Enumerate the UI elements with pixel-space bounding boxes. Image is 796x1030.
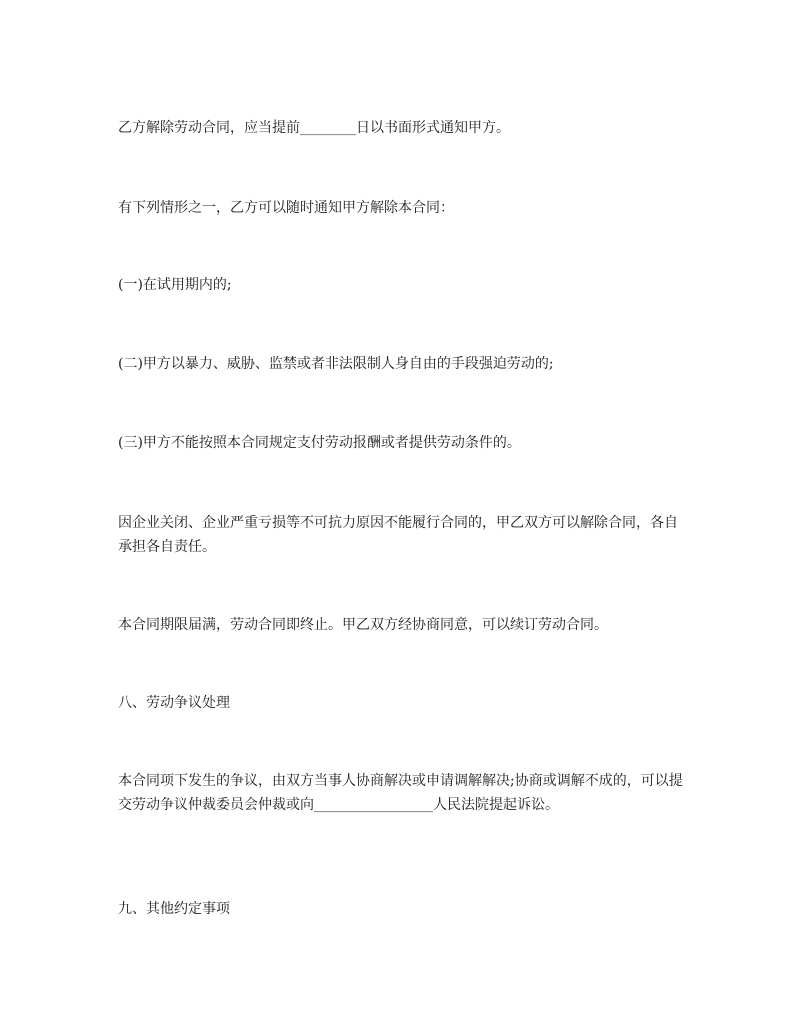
paragraph-immediate-termination-intro: 有下列情形之一，乙方可以随时通知甲方解除本合同： xyxy=(118,200,454,216)
paragraph-force-majeure: 因企业关闭、企业严重亏损等不可抗力原因不能履行合同的，甲乙双方可以解除合同，各自承担各自责任。 xyxy=(118,515,678,555)
section-heading-labor-dispute: 八、劳动争议处理 xyxy=(118,695,230,711)
paragraph-item-forced-labor: (二)甲方以暴力、威胁、监禁或者非法限制人身自由的手段强迫劳动的; xyxy=(118,356,554,372)
paragraph-item-probation: (一)在试用期内的; xyxy=(118,277,232,293)
paragraph-contract-expiry: 本合同期限届满，劳动合同即终止。甲乙双方经协商同意，可以续订劳动合同。 xyxy=(118,617,608,633)
paragraph-dispute-resolution: 本合同项下发生的争议，由双方当事人协商解决或申请调解解决;协商或调解不成的，可以提交劳动争议仲裁委员会仲裁或向_________________人民法院提起诉讼。 xyxy=(118,773,683,813)
paragraph-notice-period: 乙方解除劳动合同，应当提前________日以书面形式通知甲方。 xyxy=(118,120,510,136)
paragraph-item-unpaid-wages: (三)甲方不能按照本合同规定支付劳动报酬或者提供劳动条件的。 xyxy=(118,435,521,451)
section-heading-other-terms: 九、其他约定事项 xyxy=(118,901,230,917)
